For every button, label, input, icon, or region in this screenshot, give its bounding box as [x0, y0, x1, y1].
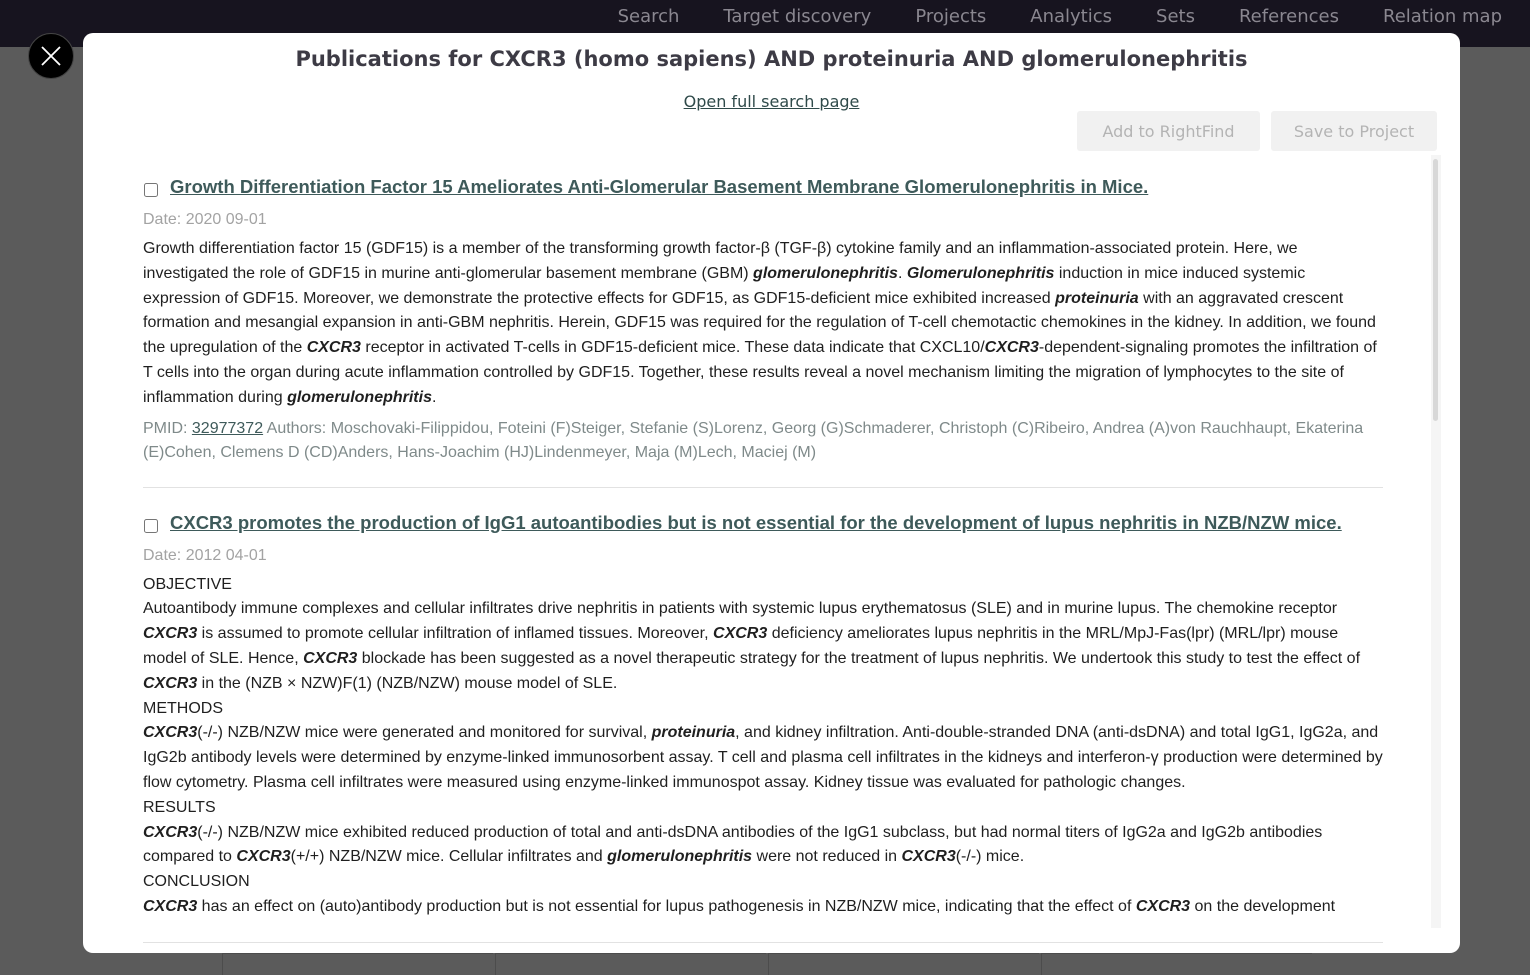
- publication-abstract: [143, 237, 1383, 411]
- publication-date: Date: 2020 09-01: [143, 211, 267, 228]
- abstract-text: RESULTS: [143, 798, 216, 816]
- abstract-text: on the development: [1190, 897, 1336, 915]
- abstract-text: has an effect on (auto)antibody production but is not essential for lupus pathogenesis in NZB/NZW mice, indicating that the effect of: [197, 897, 1136, 915]
- abstract-paragraph: [143, 721, 1383, 795]
- nav-search[interactable]: Search: [617, 5, 680, 27]
- save-to-project-button[interactable]: Save to Project: [1271, 111, 1437, 151]
- highlighted-term: CXCR3: [984, 339, 1039, 357]
- highlighted-term: CXCR3: [713, 625, 768, 643]
- publication-item: [143, 488, 1383, 943]
- abstract-text: -dependent-signaling promotes the infiltration of T cells into the organ during acute inflammation controlled by GDF15. Together, these results reveal a novel mechanism limiting the migration of lymphocytes to the site of inflammation during: [143, 339, 1377, 406]
- abstract-text: OBJECTIVE: [143, 575, 232, 593]
- publication-title-link[interactable]: CXCR3 promotes the production of IgG1 autoantibodies but is not essential for the development of lupus nephritis in NZB/NZW mice.: [170, 511, 1342, 533]
- publication-title-link[interactable]: Growth Differentiation Factor 15 Ameliorates Anti-Glomerular Basement Membrane Glomerulonephritis in Mice.: [170, 176, 1149, 197]
- nav-target-discovery[interactable]: Target discovery: [723, 5, 872, 27]
- background-columns: [222, 953, 1314, 975]
- nav-projects[interactable]: Projects: [915, 5, 987, 27]
- highlighted-term: CXCR3: [143, 674, 198, 692]
- publications-modal: [83, 33, 1460, 953]
- abstract-paragraph: [143, 821, 1383, 871]
- abstract-text: Growth differentiation factor 15 (GDF15) is a member of the transforming growth factor-β (TGF-β) cytokine family and an inflammation-associated protein. Here, we investigated the role of GDF15 in murine anti-glomerular basement membrane (GBM): [143, 240, 1298, 282]
- highlighted-term: glomerulonephritis: [753, 264, 898, 282]
- pmid-link[interactable]: 32977372: [191, 419, 264, 437]
- abstract-text: (-/-) NZB/NZW mice exhibited reduced production of total and anti-dsDNA antibodies of the IgG1 subclass, but had normal titers of IgG2a and IgG2b antibodies compared to: [143, 823, 1323, 866]
- highlighted-term: CXCR3: [303, 649, 358, 667]
- abstract-text: Autoantibody immune complexes and cellular infiltrates drive nephritis in patients with systemic lupus erythematosus (SLE) and in murine lupus. The chemokine receptor: [143, 600, 1338, 618]
- abstract-text: , and kidney infiltration. Anti-double-stranded DNA (anti-dsDNA) and total IgG1, IgG2a, and IgG2b antibody levels were determined by enzyme-linked immunosorbent assay. T cell and plasma cell infiltrates in the kidneys and interferon-γ production were determined by flow cytometry. Plasma cell infiltrates were measured using enzyme-linked immunospot assay. Kidney tissue was evaluated for pathologic changes.: [143, 724, 1383, 791]
- abstract-paragraph: [143, 870, 1383, 895]
- abstract-paragraph: [143, 895, 1383, 920]
- scrollbar-thumb[interactable]: [1433, 159, 1438, 421]
- abstract-text: deficiency ameliorates lupus nephritis in the MRL/MpJ-Fas(lpr) (MRL/lpr) mouse model of SLE. Hence,: [143, 625, 1339, 667]
- highlighted-term: CXCR3: [306, 339, 361, 357]
- abstract-text: is assumed to promote cellular infiltration of inflamed tissues. Moreover,: [197, 625, 714, 643]
- nav-relation-map[interactable]: Relation map: [1383, 5, 1502, 27]
- highlighted-term: CXCR3: [143, 897, 198, 915]
- abstract-paragraph: [143, 573, 1383, 598]
- abstract-text: (+/+) NZB/NZW mice. Cellular infiltrates and: [290, 848, 608, 866]
- add-to-rightfind-button[interactable]: Add to RightFind: [1077, 111, 1260, 151]
- nav-references[interactable]: References: [1238, 5, 1339, 27]
- authors: Authors: Moschovaki-Filippidou, Foteini (F)Steiger, Stefanie (S)Lorenz, Georg (G)Schmaderer, Christoph (C)Ribeiro, Andrea (A)von Rauchhaupt, Ekaterina (E)Cohen, Clemens D (CD)Anders, Hans-Joachim (HJ)Lindenmeyer, Maja (M)Lech, Maciej (M): [143, 419, 1364, 461]
- open-full-search-link[interactable]: Open full search page: [683, 92, 860, 111]
- highlighted-term: proteinuria: [1055, 289, 1139, 307]
- abstract-text: with an aggravated crescent formation and mesangial expansion in anti-GBM nephritis. Herein, GDF15 was required for the regulation of T-cell chemotactic chemokines in the kidney. In addition, we found the upregulation of the: [143, 289, 1376, 357]
- abstract-text: CONCLUSION: [143, 873, 250, 891]
- highlighted-term: CXCR3: [143, 823, 198, 841]
- publication-date: Date: 2012 04-01: [143, 546, 267, 564]
- abstract-text: induction in mice induced systemic expression of GDF15. Moreover, we demonstrate the protective effects for GDF15, as GDF15-deficient mice exhibited increased: [143, 264, 1306, 307]
- pmid-label: PMID:: [143, 419, 188, 437]
- nav-sets[interactable]: Sets: [1156, 5, 1195, 27]
- abstract-text: (-/-) NZB/NZW mice were generated and monitored for survival,: [197, 724, 652, 742]
- abstract-paragraph: [143, 697, 1383, 722]
- publication-abstract: [143, 573, 1383, 920]
- abstract-text: in the (NZB × NZW)F(1) (NZB/NZW) mouse model of SLE.: [197, 674, 618, 692]
- scrollbar[interactable]: [1431, 155, 1441, 928]
- abstract-text: .: [431, 388, 437, 406]
- close-icon: [40, 45, 62, 67]
- highlighted-term: CXCR3: [901, 848, 956, 866]
- abstract-text: receptor in activated T-cells in GDF15-deficient mice. These data indicate that CXCL10/: [360, 339, 985, 357]
- modal-title: Publications for CXCR3 (homo sapiens) AND proteinuria AND glomerulonephritis: [295, 47, 1248, 71]
- abstract-paragraph: [143, 237, 1383, 411]
- publication-checkbox[interactable]: [144, 519, 158, 533]
- abstract-text: were not reduced in: [752, 848, 902, 866]
- highlighted-term: glomerulonephritis: [287, 388, 432, 406]
- publication-item: [143, 155, 1383, 488]
- abstract-text: METHODS: [143, 699, 223, 717]
- nav-analytics[interactable]: Analytics: [1030, 5, 1113, 27]
- highlighted-term: Glomerulonephritis: [906, 264, 1055, 282]
- abstract-text: (-/-) mice.: [955, 848, 1025, 866]
- highlighted-term: CXCR3: [143, 724, 198, 742]
- abstract-paragraph: [143, 597, 1383, 696]
- abstract-paragraph: [143, 796, 1383, 821]
- highlighted-term: CXCR3: [1135, 897, 1191, 915]
- publication-header: [143, 176, 1383, 198]
- publication-meta: [143, 417, 1383, 465]
- highlighted-term: proteinuria: [651, 724, 736, 742]
- close-modal-button[interactable]: [28, 33, 74, 79]
- publication-list: [143, 155, 1383, 953]
- publication-header: [143, 512, 1383, 534]
- publication-checkbox[interactable]: [144, 183, 158, 197]
- highlighted-term: CXCR3: [236, 848, 291, 866]
- abstract-text: .: [897, 264, 907, 282]
- highlighted-term: glomerulonephritis: [607, 848, 753, 866]
- abstract-text: blockade has been suggested as a novel therapeutic strategy for the treatment of lupus nephritis. We undertook this study to test the effect of: [357, 649, 1361, 667]
- highlighted-term: CXCR3: [143, 625, 198, 643]
